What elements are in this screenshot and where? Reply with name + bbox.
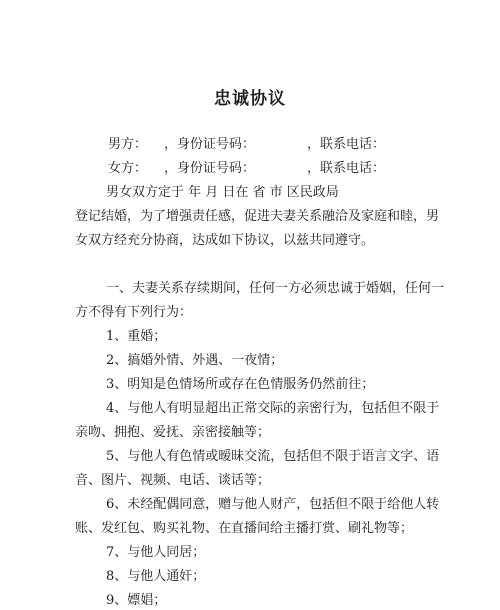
wife-label: 女方： [108, 161, 148, 176]
wife-info-row [0, 160, 500, 178]
clause-item: 8、与他人通奸； [106, 569, 206, 584]
clause-item: 1、重婚； [106, 329, 167, 344]
wife-id-label: ，身份证号码： [164, 161, 256, 176]
wife-phone-label: ，联系电话： [307, 161, 386, 176]
clause-item: 3、明知是色情场所或存在色情服务仍然前往； [106, 377, 375, 392]
clause-item: 5、与他人有色情或暧昧交流，包括但不限于语言文字、语 [106, 449, 440, 464]
intro-line: 登记结婚，为了增强责任感，促进夫妻关系融洽及家庭和睦，男 [75, 209, 440, 224]
clause-item: 4、与他人有明显超出正常交际的亲密行为，包括但不限于 [106, 401, 440, 416]
clause-item: 账、发红包、购买礼物、在直播间给主播打赏、刷礼物等； [75, 521, 414, 536]
husband-info-row [0, 136, 500, 154]
clause-item: 9、嫖娼； [106, 593, 167, 608]
clause-item: 亲吻、拥抱、爱抚、亲密接触等； [75, 425, 271, 440]
clause-item: 音、图片、视频、电话、谈话等； [75, 473, 271, 488]
intro-line: 女双方经充分协商，达成如下协议，以兹共同遵守。 [75, 233, 375, 248]
clause-item: 2、搞婚外情、外遇、一夜情； [106, 353, 284, 368]
clause-item: 6、未经配偶同意，赠与他人财产，包括但不限于给他人转 [106, 497, 440, 512]
husband-label: 男方： [108, 137, 148, 152]
husband-id-label: ，身份证号码： [164, 137, 256, 152]
clause-line: 方不得有下列行为： [75, 305, 193, 320]
intro-line: 男女双方定于 年 月 日在 省 市 区民政局 [106, 185, 339, 200]
clause-line: 一、夫妻关系存续期间，任何一方必须忠诚于婚姻，任何一 [106, 281, 445, 296]
husband-phone-label: ，联系电话： [307, 137, 386, 152]
clause-item: 7、与他人同居； [106, 545, 206, 560]
document-title: 忠诚协议 [214, 89, 286, 109]
